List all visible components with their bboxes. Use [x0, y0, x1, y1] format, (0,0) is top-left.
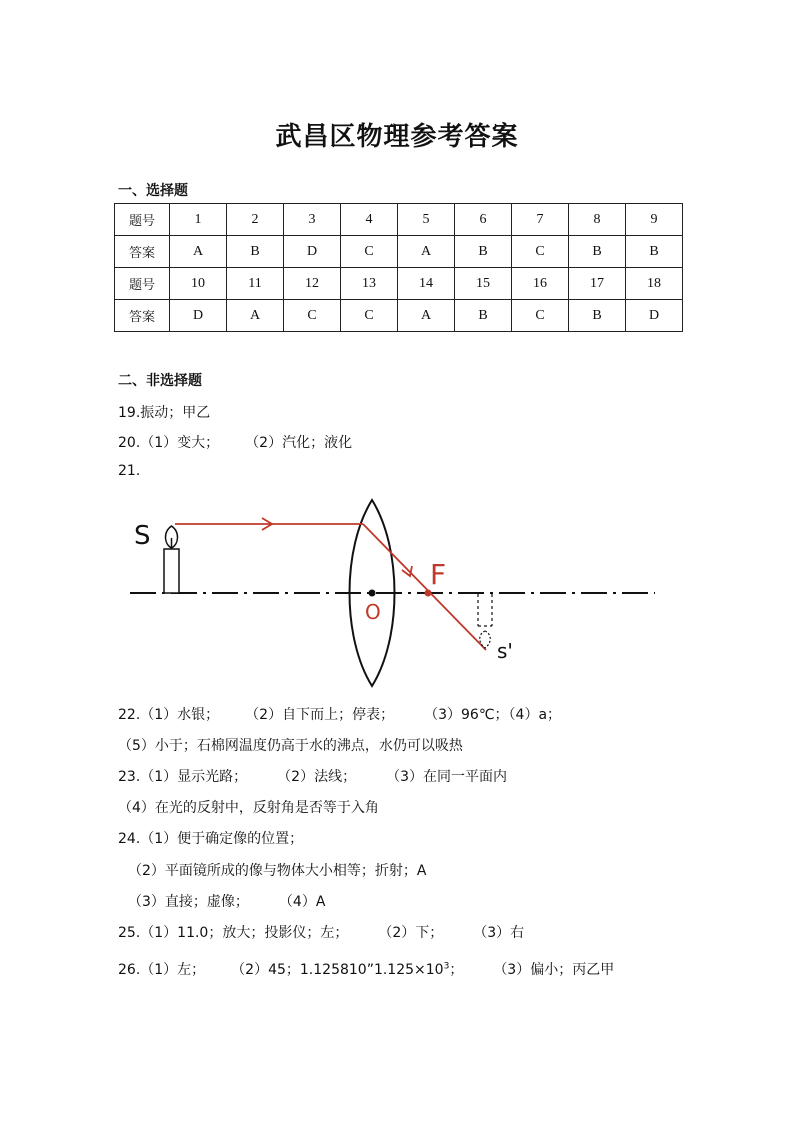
refracted-arrow-icon	[402, 566, 412, 576]
table-cell: A	[398, 300, 455, 332]
answer-q26	[118, 959, 614, 979]
label-f: F	[430, 558, 447, 591]
answer-q22-part1: 22.（1）水银；	[118, 707, 220, 723]
table-cell: B	[626, 236, 683, 268]
label-o: O	[365, 600, 381, 624]
answer-q24-line2: （2）平面镜所成的像与物体大小相等；折射；A	[128, 863, 427, 879]
table-cell: 11	[227, 268, 284, 300]
table-cell: C	[512, 236, 569, 268]
answer-q24-part3: （3）直接；虚像；	[128, 894, 249, 910]
table-cell: 14	[398, 268, 455, 300]
lens-ray-diagram	[120, 488, 660, 688]
table-cell: A	[227, 300, 284, 332]
table-row-header: 题号	[115, 204, 170, 236]
answer-q25	[118, 922, 524, 942]
table-cell: 4	[341, 204, 398, 236]
table-cell: 8	[569, 204, 626, 236]
table-cell: 13	[341, 268, 398, 300]
table-cell: B	[569, 236, 626, 268]
answer-q26-part1: 26.（1）左；	[118, 962, 206, 978]
table-cell: C	[284, 300, 341, 332]
answer-q24-line1: 24.（1）便于确定像的位置；	[118, 831, 304, 847]
table-row	[115, 204, 683, 236]
answer-q21-label: 21.	[118, 463, 141, 479]
table-cell: C	[341, 300, 398, 332]
page-title: 武昌区物理参考答案	[275, 122, 519, 152]
table-cell: B	[569, 300, 626, 332]
answer-q26-sep: ；	[449, 962, 464, 978]
table-cell: B	[455, 300, 512, 332]
table-cell: C	[341, 236, 398, 268]
answer-q25-part3: （3）右	[473, 925, 525, 941]
table-cell: 15	[455, 268, 512, 300]
optical-center-point	[369, 590, 376, 597]
table-cell: B	[455, 236, 512, 268]
answer-q20-part2: （2）汽化；液化	[245, 435, 353, 451]
table-cell: D	[170, 300, 227, 332]
answer-q23-part1: 23.（1）显示光路；	[118, 769, 248, 785]
answer-q26-exponent: 3	[443, 961, 450, 972]
table-row-header: 题号	[115, 268, 170, 300]
answer-q24-line3	[128, 891, 325, 911]
table-cell: A	[398, 236, 455, 268]
table-cell: 18	[626, 268, 683, 300]
answer-q26-part3: （3）偏小；丙乙甲	[493, 962, 615, 978]
answer-q23-part2: （2）法线；	[277, 769, 357, 785]
table-cell: A	[170, 236, 227, 268]
answer-q22-part3: （3）96℃；（4）a；	[424, 707, 562, 723]
table-cell: 5	[398, 204, 455, 236]
answer-q22-part2: （2）自下而上；停表；	[245, 707, 395, 723]
label-s: S	[134, 521, 151, 551]
answer-q20-part1: 20.（1）变大；	[118, 435, 220, 451]
section-heading-nonchoice: 二、非选择题	[118, 373, 202, 389]
table-cell: 6	[455, 204, 512, 236]
table-row	[115, 268, 683, 300]
answer-q22	[118, 704, 561, 724]
answer-q26-part2: （2）45；1.125810”1.125×10	[231, 962, 444, 978]
label-s-prime: s'	[497, 639, 513, 663]
answer-q22-line2: （5）小于；石棉网温度仍高于水的沸点，水仍可以吸热	[118, 738, 463, 754]
table-cell: 12	[284, 268, 341, 300]
table-cell: D	[626, 300, 683, 332]
table-cell: 17	[569, 268, 626, 300]
answer-q25-part1: 25.（1）11.0；放大；投影仪；左；	[118, 925, 349, 941]
answer-table	[114, 203, 683, 332]
answer-q23	[118, 766, 507, 786]
table-cell: 1	[170, 204, 227, 236]
refracted-ray	[363, 524, 486, 650]
answer-q23-part3: （3）在同一平面内	[386, 769, 508, 785]
table-cell: 2	[227, 204, 284, 236]
answer-q20	[118, 432, 352, 452]
table-cell: 10	[170, 268, 227, 300]
section-heading-choice: 一、选择题	[118, 183, 188, 199]
answer-q23-line2: （4）在光的反射中，反射角是否等于入角	[118, 800, 379, 816]
answer-q19: 19.振动；甲乙	[118, 405, 211, 421]
answer-q25-part2: （2）下；	[378, 925, 444, 941]
answer-q24-part4: （4）A	[278, 894, 326, 910]
table-cell: 7	[512, 204, 569, 236]
table-row-header: 答案	[115, 300, 170, 332]
table-cell: 9	[626, 204, 683, 236]
table-cell: D	[284, 236, 341, 268]
table-cell: C	[512, 300, 569, 332]
table-row-header: 答案	[115, 236, 170, 268]
table-row	[115, 236, 683, 268]
table-cell: 3	[284, 204, 341, 236]
table-row	[115, 300, 683, 332]
table-cell: B	[227, 236, 284, 268]
table-cell: 16	[512, 268, 569, 300]
candle-icon	[164, 549, 179, 593]
